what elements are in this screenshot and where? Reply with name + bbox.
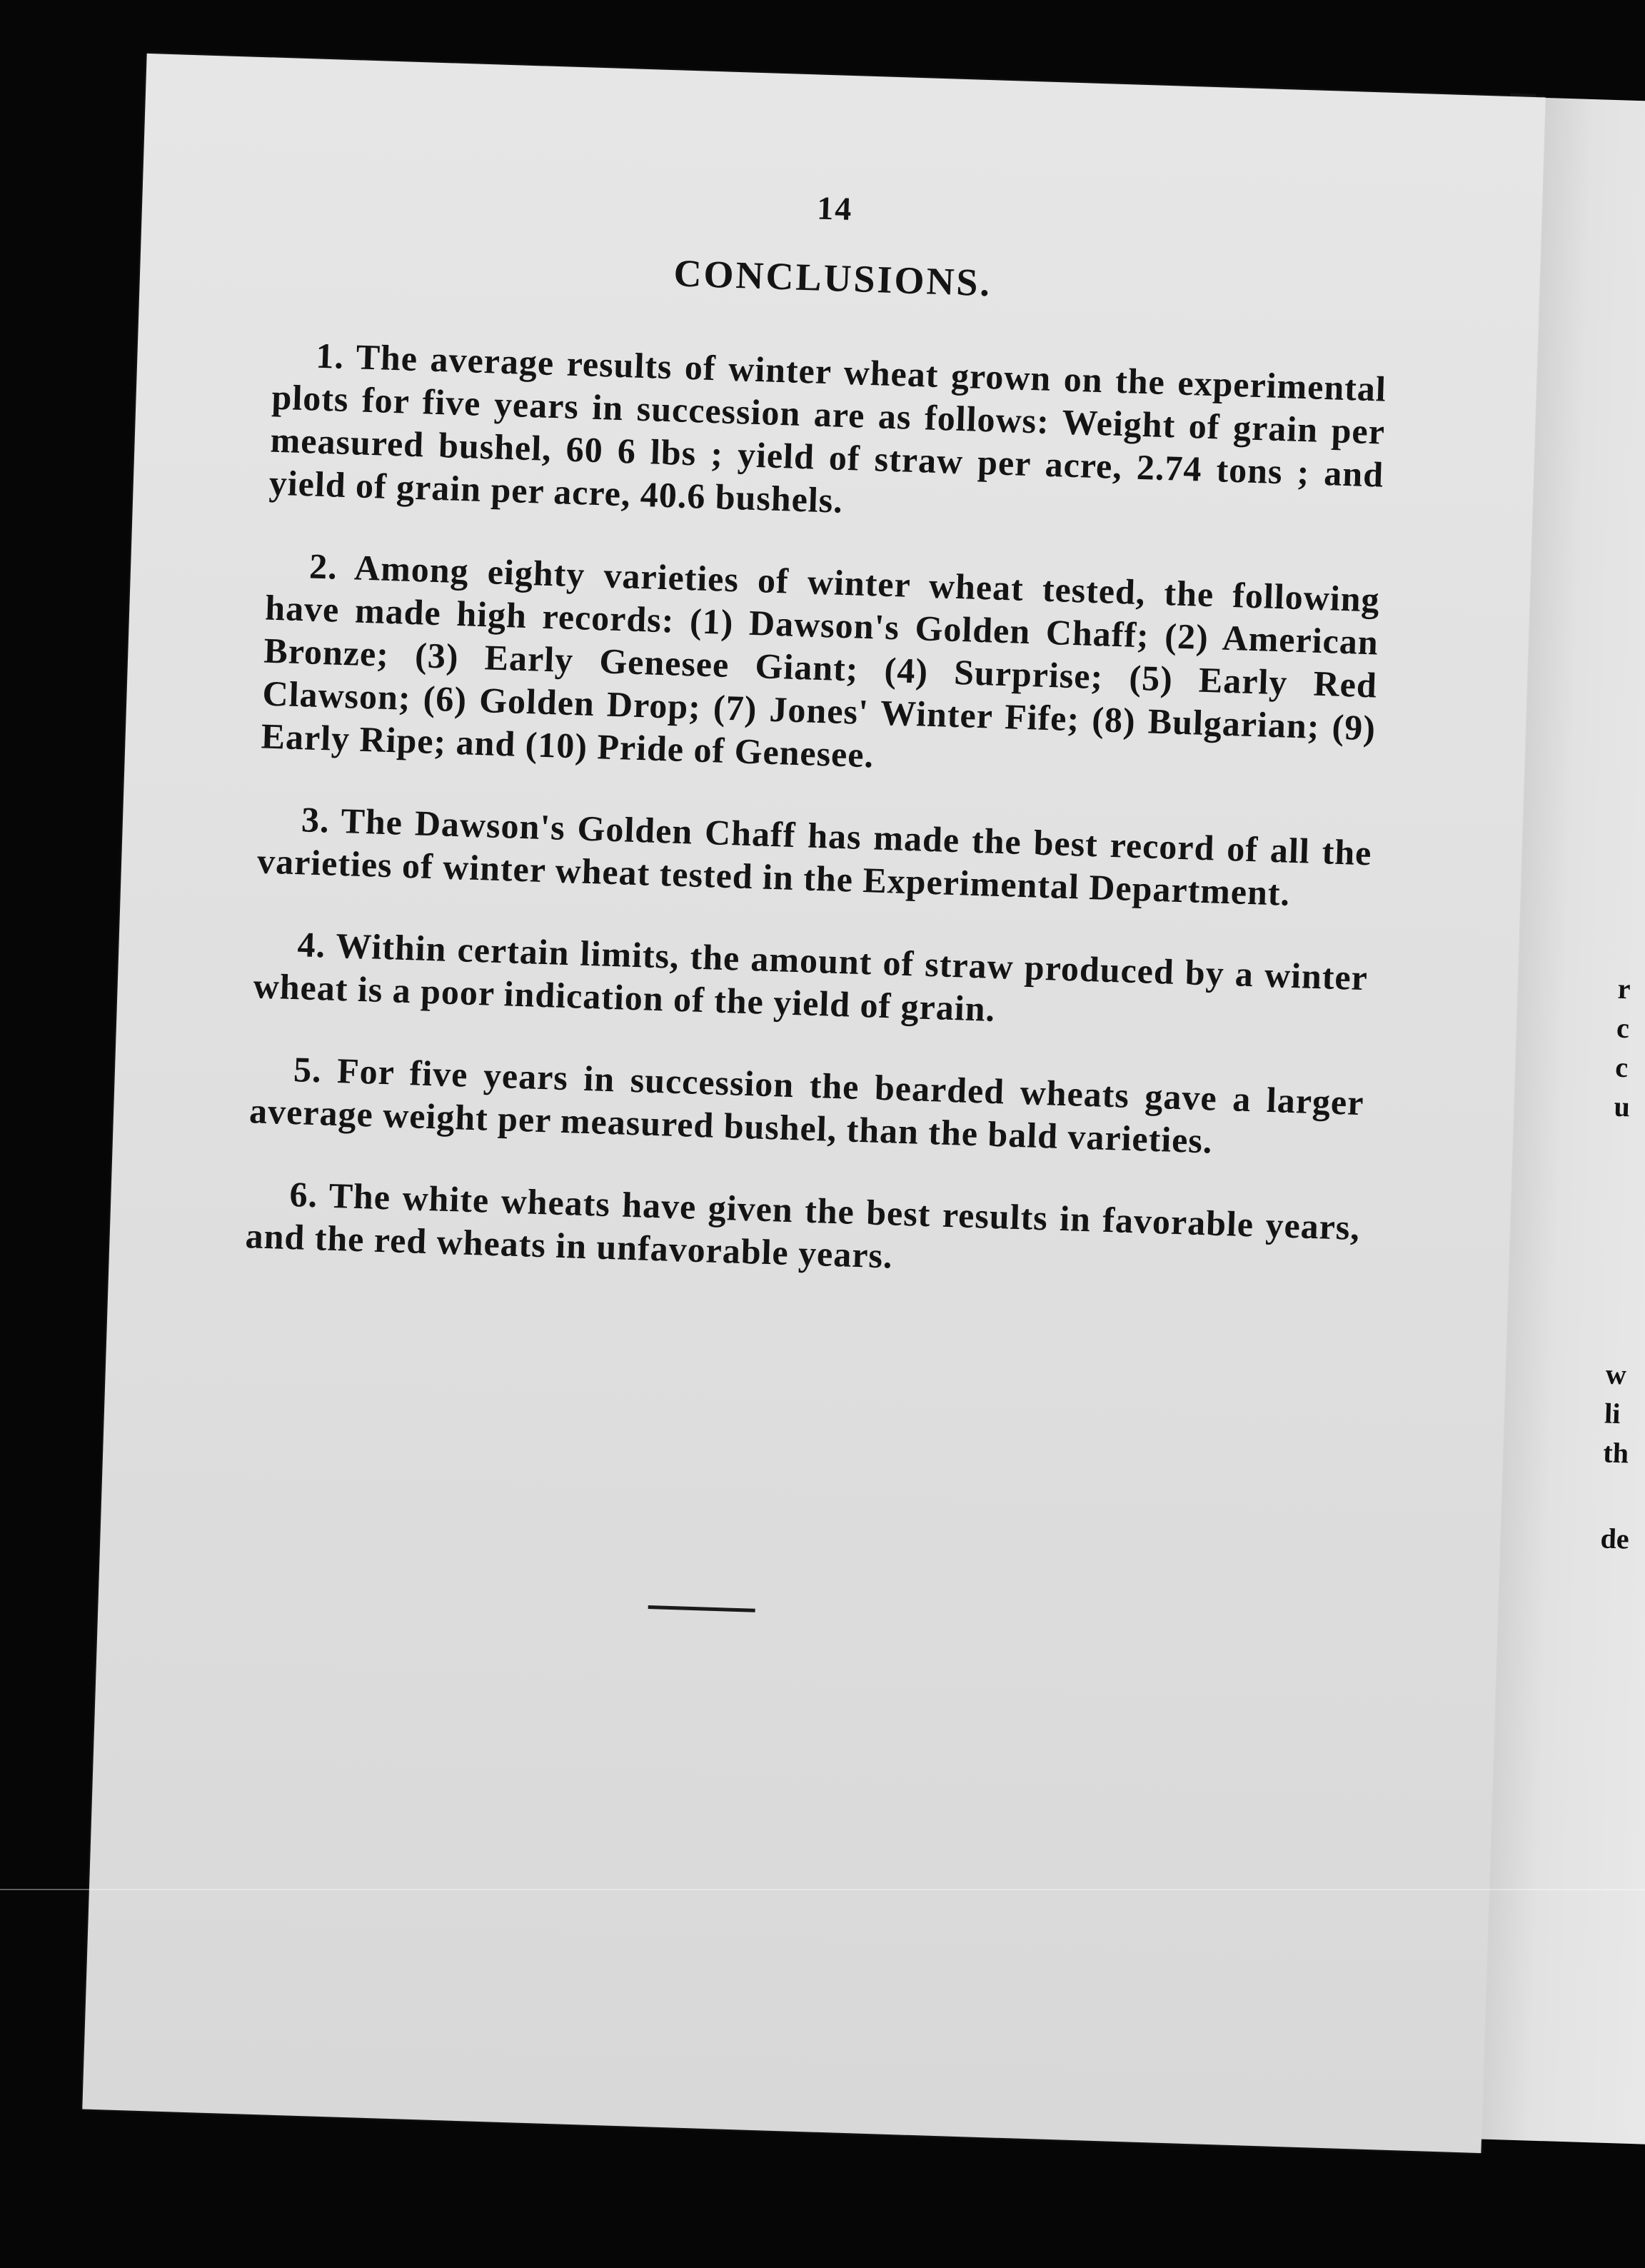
facing-page-fragment: c [1614, 1050, 1629, 1084]
conclusion-paragraph: 2. Among eighty varieties of winter wheat tested, the following have made high records: (1) Dawson's Golden Chaff; (2) American Bronze; (3) Early Genesee Giant; (4) Surprise; (5) Early Red Clawson; (6) Golden Drop; (7) Jones' Winter Fife; (8) Bulgarian; (9) Early Ripe; and (10) Pride of Genesee. [260, 546, 1381, 776]
conclusion-paragraph: 5. For five years in succession the bearded wheats gave a larger average weight per measured bushel, than the bald varieties. [248, 1049, 1365, 1161]
end-rule [648, 1605, 755, 1612]
facing-page-fragment: r [1617, 972, 1631, 1005]
scan-artifact-line [0, 1889, 1645, 1890]
page-number: 14 [816, 189, 854, 228]
facing-page-fragment: w [1605, 1358, 1627, 1391]
conclusion-paragraph: 3. The Dawson's Golden Chaff has made the best record of all the varieties of winter wheat tested in the Experimental Department. [256, 799, 1373, 913]
document-page [82, 54, 1545, 2153]
page-heading: CONCLUSIONS. [673, 251, 992, 305]
facing-page-fragment: li [1604, 1397, 1621, 1430]
facing-page-fragment: th [1602, 1436, 1629, 1470]
conclusion-paragraph: 6. The white wheats have given the best results in favorable years, and the red wheats in unfavorable years. [244, 1174, 1361, 1276]
facing-page-fragment: de [1599, 1522, 1630, 1555]
conclusion-paragraph: 4. Within certain limits, the amount of straw produced by a winter wheat is a poor indication of the yield of grain. [252, 924, 1369, 1029]
conclusion-paragraph: 1. The average results of winter wheat grown on the experimental plots for five years in succession are as follows: Weight of grain per measured bushel, 60 6 lbs ; yield of straw per acre, 2.74 tons ; and yield of grain per acre, 40.6 bushels. [268, 335, 1387, 521]
facing-page-fragment: c [1616, 1011, 1630, 1045]
page-content [243, 172, 1392, 1331]
facing-page-fragment: u [1613, 1090, 1631, 1123]
